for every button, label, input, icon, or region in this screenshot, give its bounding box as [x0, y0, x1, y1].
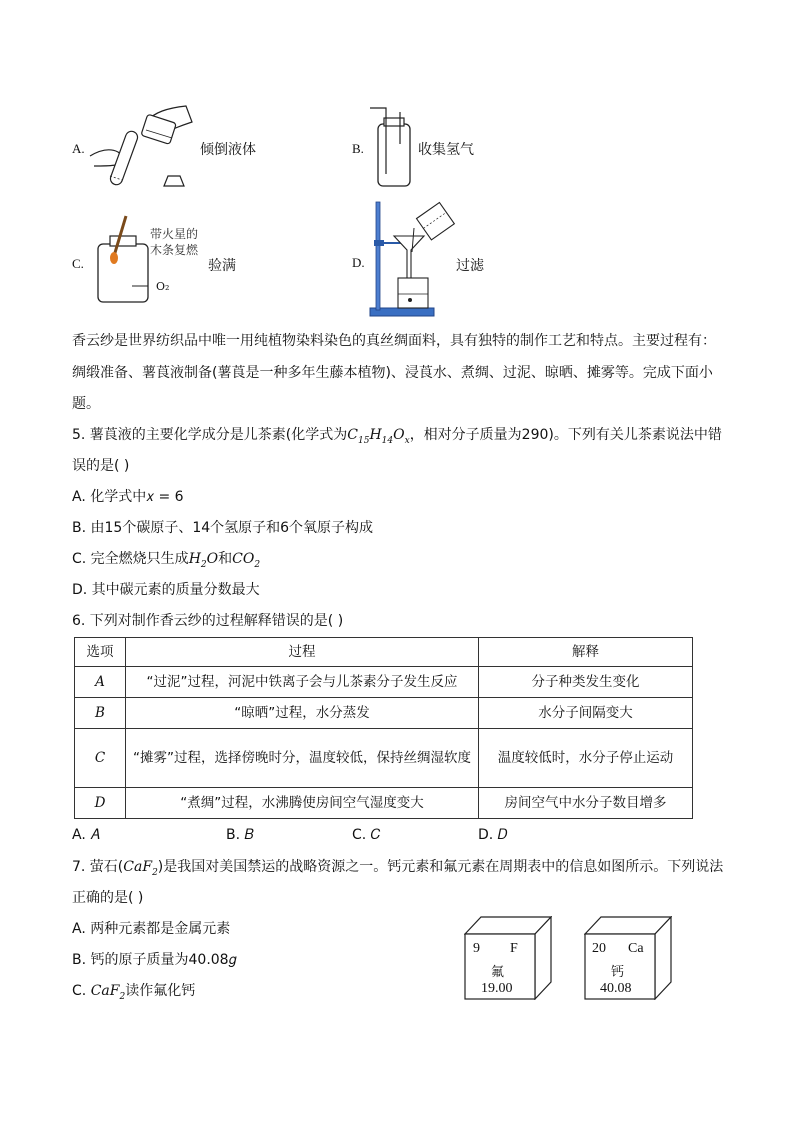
q6-header-explanation: 解释 — [479, 638, 693, 667]
q5-option-c-pre: C. 完全燃烧只生成 — [72, 551, 189, 567]
q5-option-d: D. 其中碳元素的质量分数最大 — [72, 582, 260, 598]
pouring-liquid-diagram — [88, 100, 198, 192]
passage-line-2: 绸缎准备、薯莨液制备(薯莨是一种多年生藤本植物)、浸莨水、煮绸、过泥、晾晒、摊雾等。完成下面小 — [72, 365, 713, 381]
q7-stem-a: 7. 萤石( — [72, 859, 124, 875]
fluorine-symbol: F — [510, 941, 518, 956]
q6-row-label: D — [75, 788, 126, 819]
q6-header-option: 选项 — [75, 638, 126, 667]
splint-annotation-1: 带火星的 — [150, 227, 199, 241]
periodic-cell-calcium — [584, 916, 672, 1000]
q5-stem-line-2: 误的是( ) — [72, 458, 130, 474]
q7-option-c-pre: C. — [72, 983, 91, 999]
q6-row-label: A — [75, 667, 126, 698]
passage-line-1: 香云纱是世界纺织品中唯一用纯植物染料染色的真丝绸面料，具有独特的制作工艺和特点。主要过程有： — [72, 333, 716, 349]
q5-stem-line-1 — [72, 425, 722, 451]
passage-line-3: 题。 — [72, 396, 100, 412]
fluorine-mass: 19.00 — [481, 981, 513, 996]
q7-stem-b: )是我国对美国禁运的战略资源之一。钙元素和氟元素在周期表中的信息如图所示。下列说法 — [157, 859, 724, 875]
q5-option-a: A. 化学式中𝑥 = 6 — [72, 489, 184, 505]
option-a-letter: A. — [72, 141, 85, 156]
option-d-letter: D. — [352, 255, 365, 270]
fluorine-number: 9 — [473, 941, 480, 956]
q6-table — [74, 637, 693, 819]
q6-row-process: “摊雾”过程，选择傍晚时分，温度较低，保持丝绸湿软度 — [126, 729, 479, 788]
q6-header-row — [75, 638, 693, 667]
table-row — [75, 667, 693, 698]
fluorine-name: 氟 — [491, 965, 505, 980]
option-b-label: 收集氢气 — [418, 142, 474, 158]
q5-option-c — [72, 549, 260, 575]
q6-row-process: “晾晒”过程，水分蒸发 — [126, 698, 479, 729]
q7-option-c-post: 读作氟化钙 — [125, 983, 196, 999]
q6-row-explanation: 分子种类发生变化 — [479, 667, 693, 698]
water-formula: $H_2O$ — [188, 551, 219, 570]
q6-stem: 6. 下列对制作香云纱的过程解释错误的是( ) — [72, 613, 344, 629]
q6-row-explanation: 水分子间隔变大 — [479, 698, 693, 729]
option-c-label: 验满 — [208, 258, 236, 274]
q7-stem-line-1 — [72, 857, 723, 883]
calcium-mass: 40.08 — [600, 981, 632, 996]
q6-answer-b: B. 𝐵 — [226, 827, 254, 843]
q6-row-explanation: 房间空气中水分子数目增多 — [479, 788, 693, 819]
q7-option-b: B. 钙的原子质量为40.08𝑔 — [72, 952, 237, 968]
q6-row-process: “煮绸”过程，水沸腾使房间空气湿度变大 — [126, 788, 479, 819]
oxygen-label: O₂ — [156, 280, 170, 293]
q7-option-c — [72, 981, 195, 1007]
gas-bottle-diagram — [366, 104, 418, 190]
table-row — [75, 729, 693, 788]
q7-option-a: A. 两种元素都是金属元素 — [72, 921, 231, 937]
q6-answer-a: A. 𝐴 — [72, 827, 100, 843]
option-a-label: 倾倒液体 — [200, 142, 256, 158]
option-d-label: 过滤 — [456, 258, 484, 274]
q6-answer-c: C. 𝐶 — [352, 827, 381, 843]
catechin-formula: $C_{15}H_{14}O_x$ — [347, 427, 410, 446]
q6-row-label: B — [75, 698, 126, 729]
q6-row-label: C — [75, 729, 126, 788]
caf2-formula: CaF$_2$ — [123, 859, 158, 878]
calcium-number: 20 — [592, 941, 606, 956]
option-c-letter: C. — [72, 256, 84, 271]
q6-row-explanation: 温度较低时，水分子停止运动 — [479, 729, 693, 788]
co2-formula: $CO_2$ — [232, 551, 261, 570]
q5-option-b: B. 由15个碳原子、14个氢原子和6个氧原子构成 — [72, 520, 374, 536]
option-b-letter: B. — [352, 141, 364, 156]
q5-stem-b: ，相对分子质量为290)。下列有关儿茶素说法中错 — [409, 427, 722, 443]
q6-answer-d: D. 𝐷 — [478, 827, 508, 843]
q6-header-process: 过程 — [126, 638, 479, 667]
q7-stem-line-2: 正确的是( ) — [72, 890, 144, 906]
calcium-symbol: Ca — [628, 941, 644, 956]
q6-row-process: “过泥”过程，河泥中铁离子会与儿茶素分子发生反应 — [126, 667, 479, 698]
table-row — [75, 788, 693, 819]
calcium-name: 钙 — [611, 965, 625, 980]
splint-annotation-2: 木条复燃 — [150, 243, 199, 257]
periodic-cell-fluorine — [464, 916, 552, 1000]
table-row — [75, 698, 693, 729]
filtration-diagram — [366, 198, 458, 320]
q5-stem-a: 5. 薯莨液的主要化学成分是儿茶素(化学式为 — [72, 427, 348, 443]
caf2-formula-option: CaF$_2$ — [90, 983, 126, 1002]
q5-option-c-mid: 和 — [218, 551, 233, 567]
